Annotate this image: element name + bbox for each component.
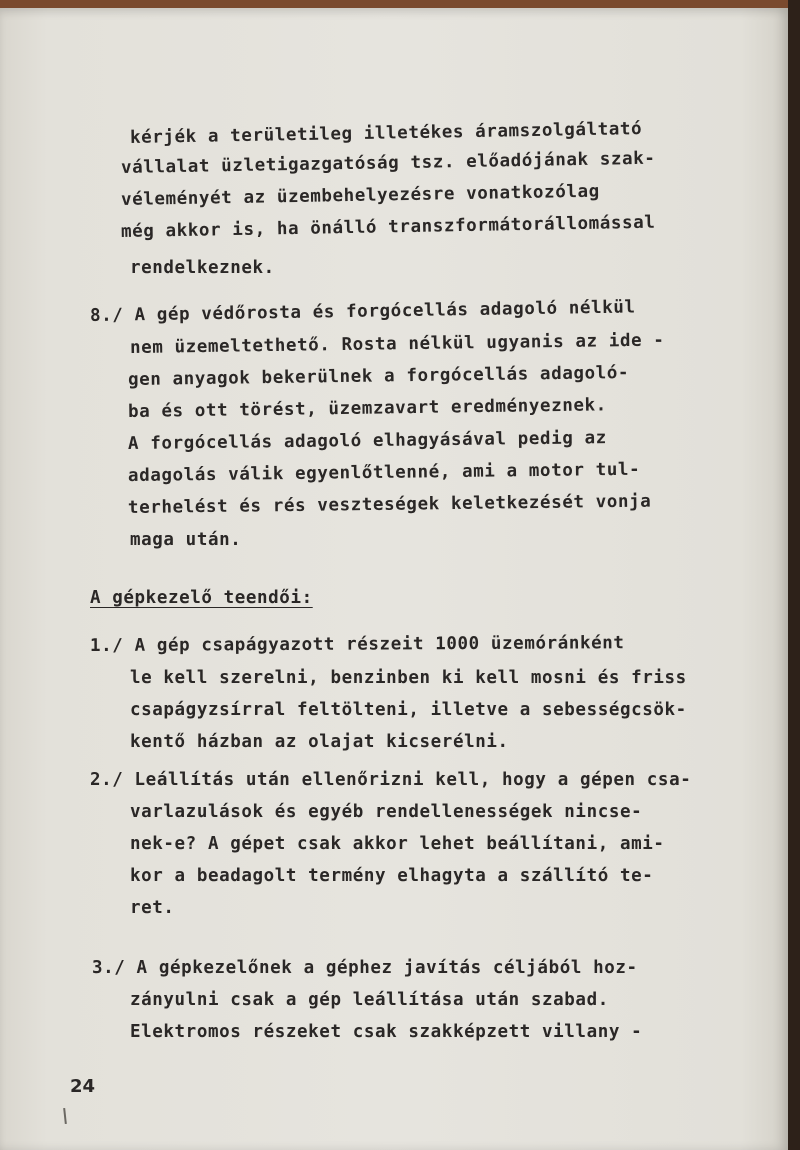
text-line: 3./ A gépkezelőnek a géphez javítás céljából hoz-	[92, 958, 638, 978]
text-line: 8./ A gép védőrosta és forgócellás adagoló nélkül	[89, 297, 636, 326]
text-line: zányulni csak a gép leállítása után szabad.	[130, 990, 609, 1010]
text-line: 2./ Leállítás után ellenőrizni kell, hogy a gépen csa-	[90, 770, 692, 790]
page-number: 24	[70, 1076, 96, 1097]
text-line: A forgócellás adagoló elhagyásával pedig az	[127, 428, 607, 454]
text-line: le kell szerelni, benzinben ki kell mosni és friss	[130, 668, 687, 688]
text-line: kentő házban az olajat kicserélni.	[130, 732, 509, 752]
text-line: adagolás válik egyenlőtlenné, ami a motor tul-	[127, 459, 641, 486]
text-line: ba és ott törést, üzemzavart eredményeznek.	[127, 395, 607, 422]
text-line: ret.	[130, 898, 175, 918]
text-line: 1./ A gép csapágyazott részeit 1000 üzemóránként	[89, 633, 625, 656]
text-line: csapágyzsírral feltölteni, illetve a sebességcsök-	[130, 700, 687, 720]
text-line: vállalat üzletigazgatóság tsz. előadójának szak-	[120, 148, 656, 178]
text-line: nem üzemeltethető. Rosta nélkül ugyanis az ide -	[129, 330, 665, 358]
text-line: még akkor is, ha önálló transzformátorállomással	[120, 212, 656, 242]
book-page	[0, 8, 788, 1150]
text-line: véleményét az üzembehelyezésre vonatkozólag	[120, 181, 600, 210]
text-line: maga után.	[130, 530, 242, 550]
pencil-mark	[63, 1108, 67, 1124]
text-line: kérjék a területileg illetékes áramszolgáltató	[129, 119, 643, 148]
text-line: Elektromos részeket csak szakképzett villany -	[130, 1022, 643, 1042]
text-line: rendelkeznek.	[130, 258, 275, 278]
text-line: nek-e? A gépet csak akkor lehet beállítani, ami-	[130, 834, 665, 854]
text-line: varlazulások és egyéb rendellenességek nincse-	[130, 802, 643, 822]
section-heading: A gépkezelő teendői:	[90, 588, 313, 608]
book-edge	[788, 0, 800, 1150]
text-line: gen anyagok bekerülnek a forgócellás adagoló-	[127, 363, 630, 390]
text-line: terhelést és rés veszteségek keletkezését vonja	[127, 491, 652, 518]
text-line: kor a beadagolt termény elhagyta a szállító te-	[130, 866, 654, 886]
